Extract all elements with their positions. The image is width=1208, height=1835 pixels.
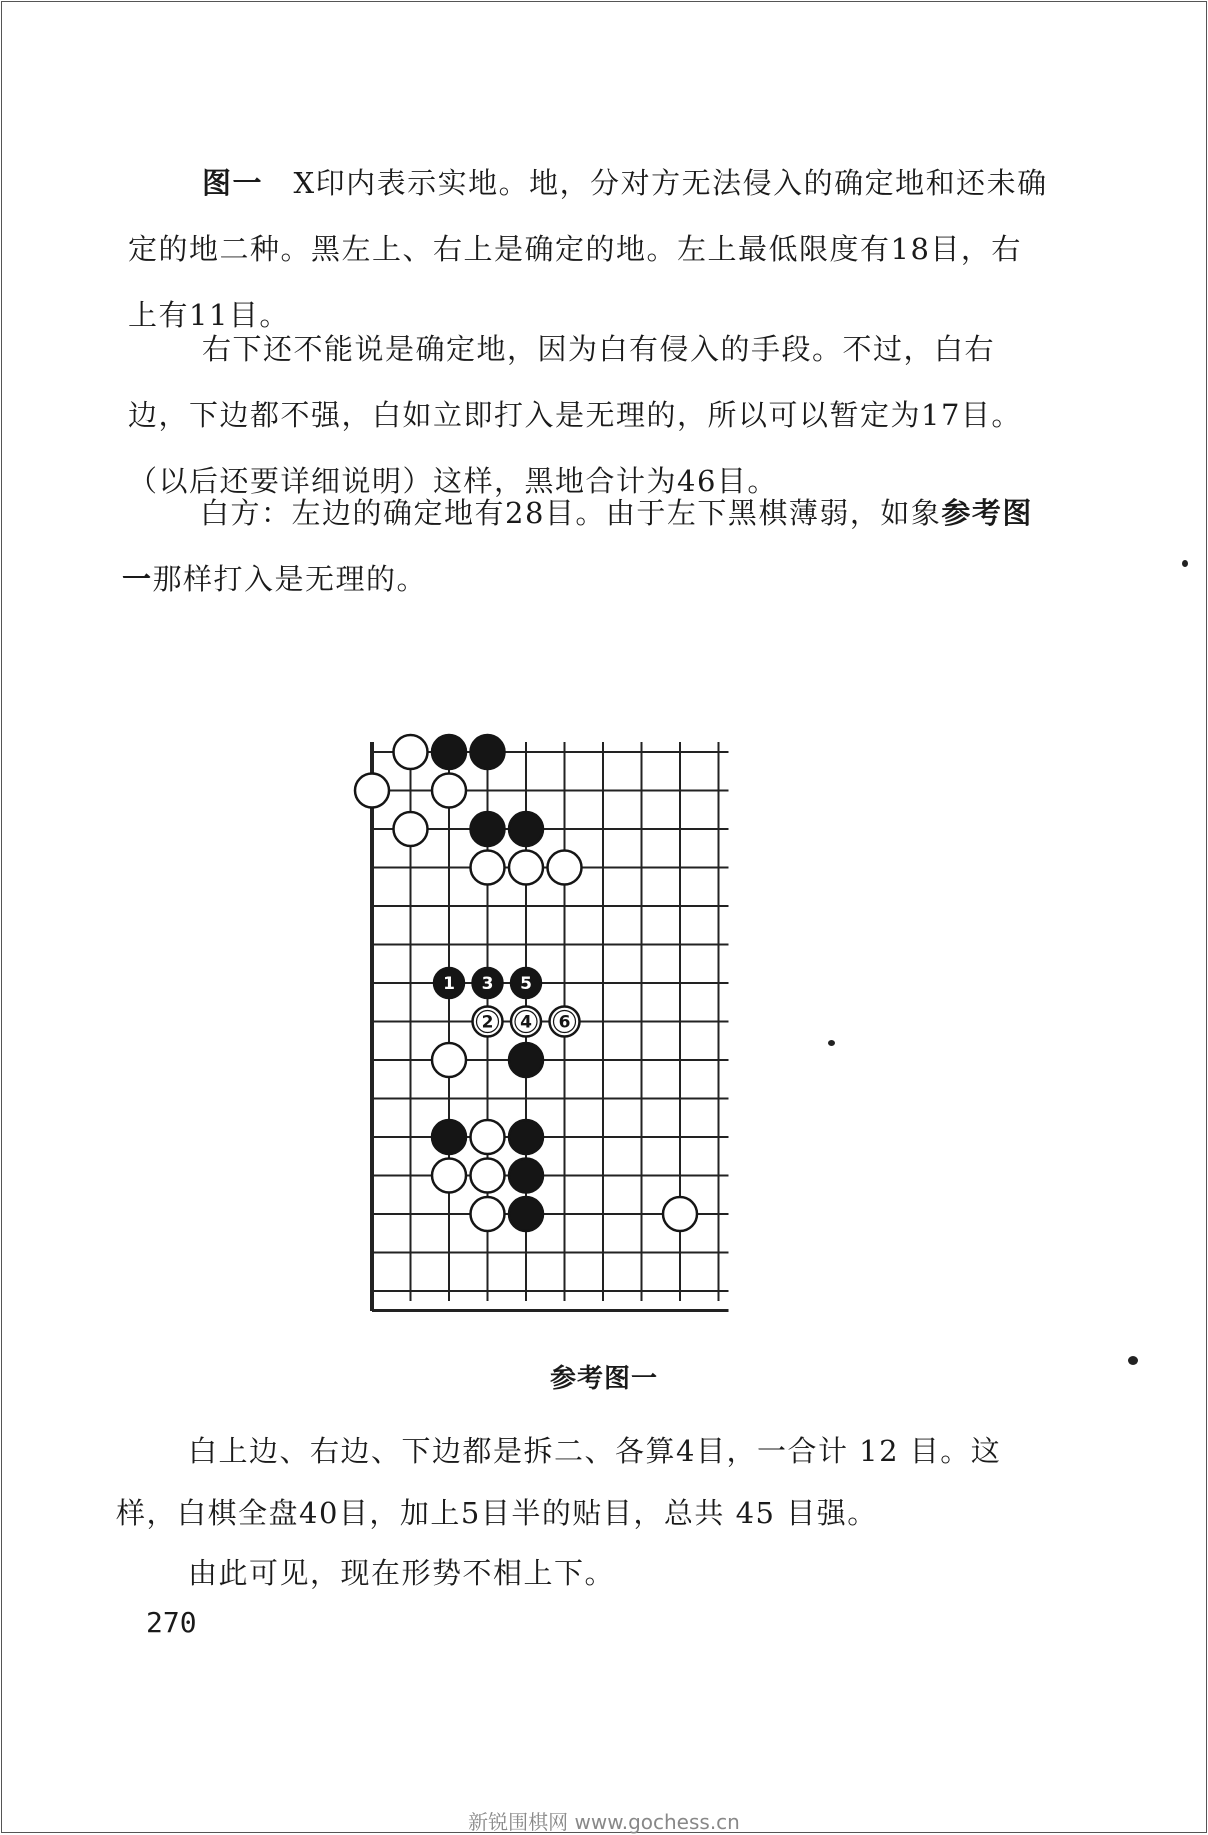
figure-label: 图一 (202, 166, 264, 200)
print-speck (828, 1040, 835, 1046)
svg-text:6: 6 (558, 1012, 571, 1033)
paragraph-white-total: 白上边、右边、下边都是拆二、各算4目，一合计 12 目。这样，白棋全盘40目，加上5目半的贴目，总共 45 目强。 (116, 1434, 1002, 1530)
white-stone (471, 851, 505, 885)
white-stone (432, 774, 466, 808)
svg-text:4: 4 (520, 1012, 532, 1033)
black-stone (509, 1120, 543, 1154)
black-stone (432, 1120, 466, 1154)
svg-text:3: 3 (481, 974, 494, 994)
paragraph-lower-right: 右下还不能说是确定地，因为白有侵入的手段。不过，白右边，下边都不强，白如立即打入是无理的，所以可以暂定为17目。（以后还要详细说明）这样，黑地合计为46目。 (128, 332, 1022, 498)
white-stone-move-4 (511, 1007, 541, 1037)
paragraph-white-side (122, 480, 1048, 612)
svg-text:1: 1 (443, 974, 455, 994)
black-stone (471, 812, 505, 846)
white-stone (432, 1159, 466, 1193)
paragraph-three-body: 白方：左边的确定地有28目。由于左下黑棋薄弱，如象 (200, 496, 942, 530)
watermark-footer: 新锐围棋网 www.gochess.cn (468, 1810, 740, 1834)
print-speck (1182, 560, 1188, 567)
paragraph-three-tail: 那样打入是无理的。 (152, 562, 428, 596)
white-stone (548, 851, 582, 885)
black-stone (432, 735, 466, 769)
paragraph-conclusion: 由此可见，现在形势不相上下。 (188, 1556, 616, 1590)
white-stone-move-6 (550, 1007, 580, 1037)
go-board-diagram (350, 722, 750, 1312)
black-stone (509, 1197, 543, 1231)
black-stone (509, 1159, 543, 1193)
svg-text:2: 2 (481, 1012, 494, 1033)
black-stone-move-1 (434, 968, 464, 998)
white-stone-move-2 (473, 1007, 503, 1037)
white-stone (432, 1043, 466, 1077)
paragraph-one-body: X印内表示实地。地，分对方无法侵入的确定地和还未确定的地二种。黑左上、右上是确定的地。左上最低限度有18目，右上有11目。 (128, 166, 1048, 332)
white-stone (394, 812, 428, 846)
white-stone (471, 1120, 505, 1154)
white-stone (509, 851, 543, 885)
page-number: 270 (146, 1606, 197, 1639)
black-stone-move-3 (473, 968, 503, 998)
black-stone (509, 1043, 543, 1077)
diagram-caption: 参考图一 (549, 1364, 658, 1394)
svg-text:5: 5 (520, 974, 532, 994)
black-stone (471, 735, 505, 769)
white-stone (471, 1197, 505, 1231)
print-speck (1128, 1356, 1138, 1365)
black-stone-move-5 (511, 968, 541, 998)
white-stone (663, 1197, 697, 1231)
white-stone (355, 774, 389, 808)
white-stone (394, 735, 428, 769)
white-stone (471, 1159, 505, 1193)
reference-figure-link-text: 参考图一 (122, 496, 1033, 596)
black-stone (509, 812, 543, 846)
